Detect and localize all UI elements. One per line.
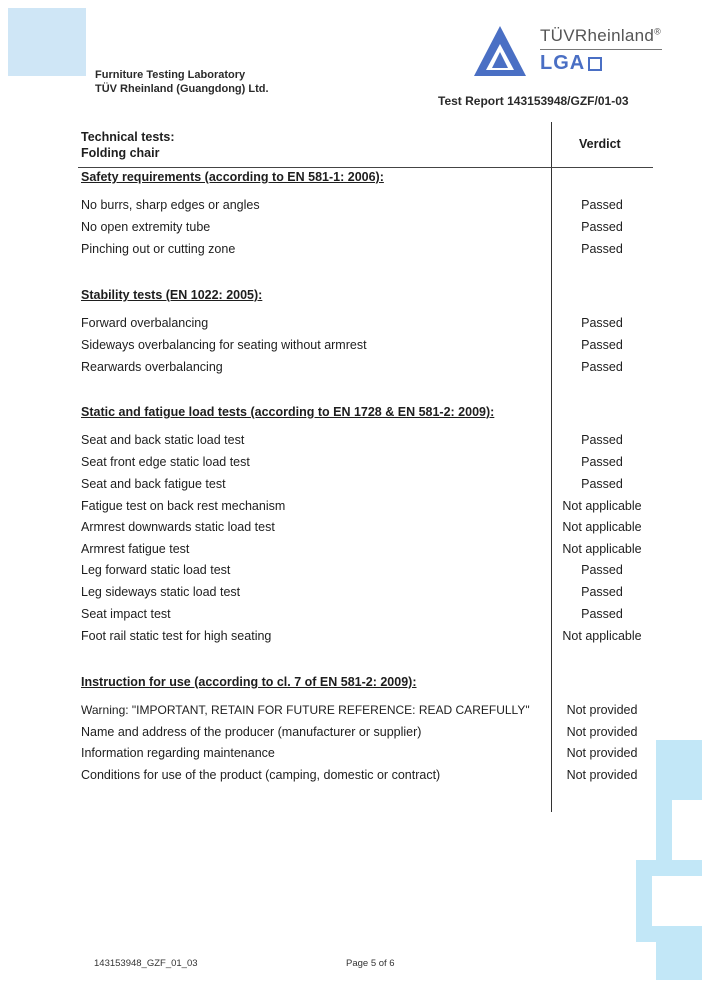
verdict-cell: Passed xyxy=(581,338,623,352)
test-row: Leg forward static load test xyxy=(81,563,231,577)
test-row: Forward overbalancing xyxy=(81,316,209,330)
verdict-cell: Not provided xyxy=(566,768,638,782)
test-row: Fatigue test on back rest mechanism xyxy=(81,499,286,513)
corner-decoration xyxy=(8,8,86,76)
lga-watermark xyxy=(626,740,702,980)
test-row: Information regarding maintenance xyxy=(81,746,275,760)
lga-box-icon xyxy=(588,57,602,71)
verdict-cell: Passed xyxy=(581,433,623,447)
verdict-cell: Passed xyxy=(581,455,623,469)
section-title-load-tests: Static and fatigue load tests (according to EN 1728 & EN 581-2: 2009): xyxy=(81,405,495,419)
test-row: Conditions for use of the product (camping, domestic or contract) xyxy=(81,768,441,782)
verdict-cell: Not provided xyxy=(566,746,638,760)
lab-name-line2: TÜV Rheinland (Guangdong) Ltd. xyxy=(95,83,269,95)
verdict-cell: Not provided xyxy=(566,703,638,717)
test-row: Sideways overbalancing for seating without armrest xyxy=(81,338,367,352)
test-row: Rearwards overbalancing xyxy=(81,360,223,374)
verdict-cell: Passed xyxy=(581,585,623,599)
verdict-cell: Passed xyxy=(581,316,623,330)
verdict-cell: Not applicable xyxy=(562,499,642,513)
verdict-header: Verdict xyxy=(579,137,621,151)
table-title-line1: Technical tests: xyxy=(81,130,175,144)
verdict-cell: Not applicable xyxy=(562,520,642,534)
verdict-cell: Passed xyxy=(581,563,623,577)
verdict-cell: Passed xyxy=(581,220,623,234)
test-row: Leg sideways static load test xyxy=(81,585,241,599)
test-row: Armrest downwards static load test xyxy=(81,520,275,534)
report-number: Test Report 143153948/GZF/01-03 xyxy=(438,94,629,108)
verdict-cell: Not provided xyxy=(566,725,638,739)
test-row: Name and address of the producer (manufacturer or supplier) xyxy=(81,725,422,739)
section-title-instructions: Instruction for use (according to cl. 7 of EN 581-2: 2009): xyxy=(81,675,417,689)
section-title-safety: Safety requirements (according to EN 581-1: 2006): xyxy=(81,170,384,184)
test-row: Seat impact test xyxy=(81,607,171,621)
registered-mark: ® xyxy=(654,26,662,37)
test-row: Seat front edge static load test xyxy=(81,455,250,469)
tuv-triangle-icon xyxy=(470,22,530,80)
test-row: Seat and back static load test xyxy=(81,433,245,447)
brand-name-top xyxy=(540,26,661,46)
lab-name xyxy=(95,68,269,96)
test-row: Pinching out or cutting zone xyxy=(81,242,236,256)
lab-name-line1: Furniture Testing Laboratory xyxy=(95,69,246,81)
test-row: No burrs, sharp edges or angles xyxy=(81,198,260,212)
verdict-cell: Passed xyxy=(581,360,623,374)
header-rule xyxy=(78,167,653,168)
test-row: Armrest fatigue test xyxy=(81,542,190,556)
brand-name-text: TÜVRheinland xyxy=(540,26,655,45)
table-title xyxy=(81,129,175,161)
footer-doc-code: 143153948_GZF_01_03 xyxy=(94,958,198,969)
section-title-stability: Stability tests (EN 1022: 2005): xyxy=(81,288,263,302)
test-row: Warning: "IMPORTANT, RETAIN FOR FUTURE REFERENCE: READ CAREFULLY" xyxy=(81,703,530,717)
verdict-cell: Passed xyxy=(581,477,623,491)
footer-page-number: Page 5 of 6 xyxy=(346,958,395,969)
verdict-cell: Passed xyxy=(581,198,623,212)
column-divider xyxy=(551,122,552,812)
table-title-line2: Folding chair xyxy=(81,146,160,160)
tuv-rheinland-logo xyxy=(470,22,680,82)
test-row: No open extremity tube xyxy=(81,220,211,234)
verdict-cell: Not applicable xyxy=(562,629,642,643)
verdict-cell: Not applicable xyxy=(562,542,642,556)
verdict-cell: Passed xyxy=(581,607,623,621)
brand-divider xyxy=(540,49,662,50)
verdict-cell: Passed xyxy=(581,242,623,256)
test-row: Seat and back fatigue test xyxy=(81,477,226,491)
brand-name-bottom: LGA xyxy=(540,52,586,74)
test-row: Foot rail static test for high seating xyxy=(81,629,272,643)
